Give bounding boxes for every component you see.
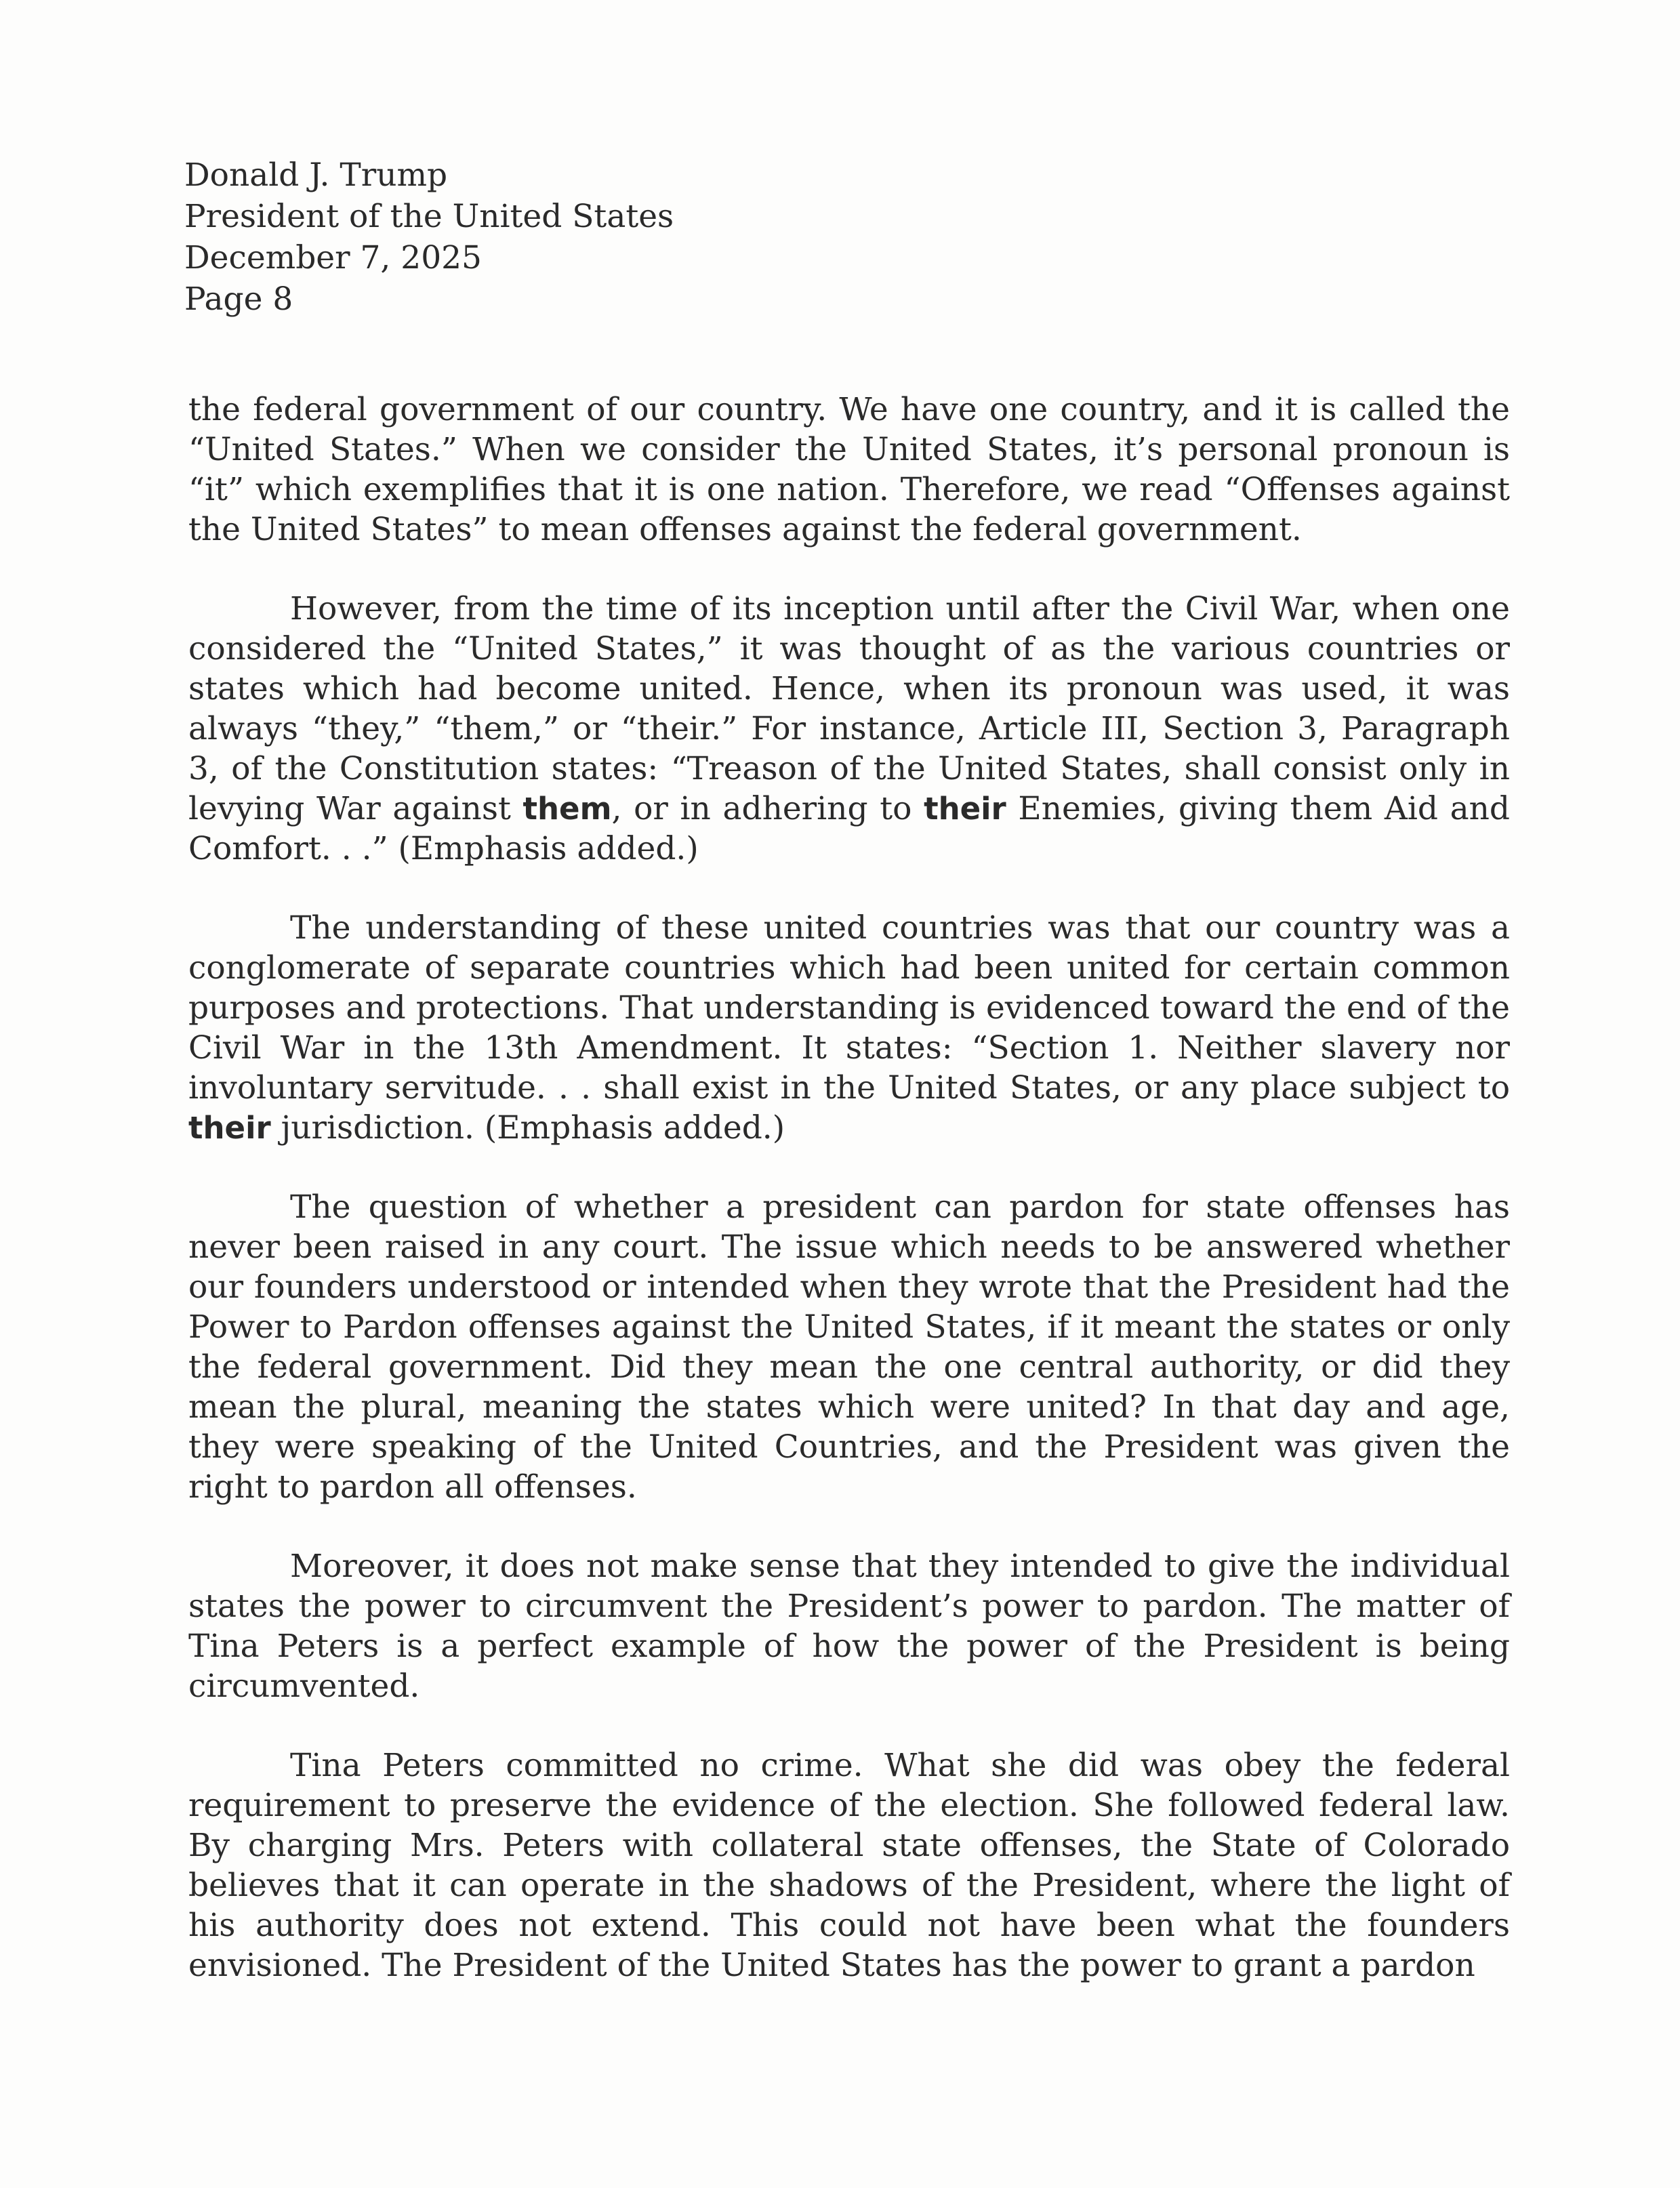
paragraph-text: The understanding of these united countries was that our country was a conglomerate of separate countries which had been united for certain common purposes and protections. That understanding is evidenced toward the end of the Civil War in the 13th Amendment. It states: “Section 1. Neither slavery nor involuntary servitude. . . shall exist in the United States, or any place subject to <box>188 909 1510 1107</box>
letter-date: December 7, 2025 <box>184 239 482 276</box>
emphasis-them: them <box>523 791 612 827</box>
emphasis-their: their <box>924 791 1006 827</box>
paragraph-text: , or in adhering to <box>611 790 924 827</box>
paragraph-continuation: the federal government of our country. We have one country, and it is called the “United States.” When we consider the United States, it’s personal pronoun is “it” which exemplifies that it is one nation. Therefore, we read “Offenses against the United States” to mean offenses against the federal government. <box>188 391 1510 548</box>
paragraph-13th-amendment <box>188 908 1510 1148</box>
letter-body <box>188 390 1510 1985</box>
recipient-name: Donald J. Trump <box>184 157 448 194</box>
paragraph-circumvent: Moreover, it does not make sense that they intended to give the individual states the power to circumvent the President’s power to pardon. The matter of Tina Peters is a perfect example of how the power of the President is being circumvented. <box>188 1548 1510 1705</box>
emphasis-their: their <box>188 1110 271 1146</box>
paragraph-tina-peters: Tina Peters committed no crime. What she did was obey the federal requirement to preserve the evidence of the election. She followed federal law. By charging Mrs. Peters with collateral state offenses, the State of Colorado believes that it can operate in the shadows of the President, where the light of his authority does not extend. This could not have been what the founders envisioned. The President of the United States has the power to grant a pardon <box>188 1747 1510 1984</box>
paragraph-text: Enemies, giving them Aid and Comfort. . .” (Emphasis added.) <box>188 790 1510 867</box>
recipient-title: President of the United States <box>184 198 674 235</box>
page-number: Page 8 <box>184 281 293 318</box>
letter-header <box>184 154 1133 320</box>
paragraph-text: jurisdiction. (Emphasis added.) <box>270 1109 785 1147</box>
paragraph-pardon-question: The question of whether a president can pardon for state offenses has never been raised in any court. The issue which needs to be answered whether our founders understood or intended when they wrote that the President had the Power to Pardon offenses against the United States, if it meant the states or only the federal government. Did they mean the one central authority, or did they mean the plural, meaning the states which were united? In that day and age, they were speaking of the United Countries, and the President was given the right to pardon all offenses. <box>188 1189 1510 1506</box>
paragraph-text: However, from the time of its inception until after the Civil War, when one considered the “United States,” it was thought of as the various countries or states which had become united. Hence, when its pronoun was used, it was always “they,” “them,” or “their.” For instance, Article III, Section 3, Paragraph 3, of the Constitution states: “Treason of the United States, shall consist only in levying War against <box>188 590 1510 827</box>
paragraph-treason-clause <box>188 589 1510 869</box>
